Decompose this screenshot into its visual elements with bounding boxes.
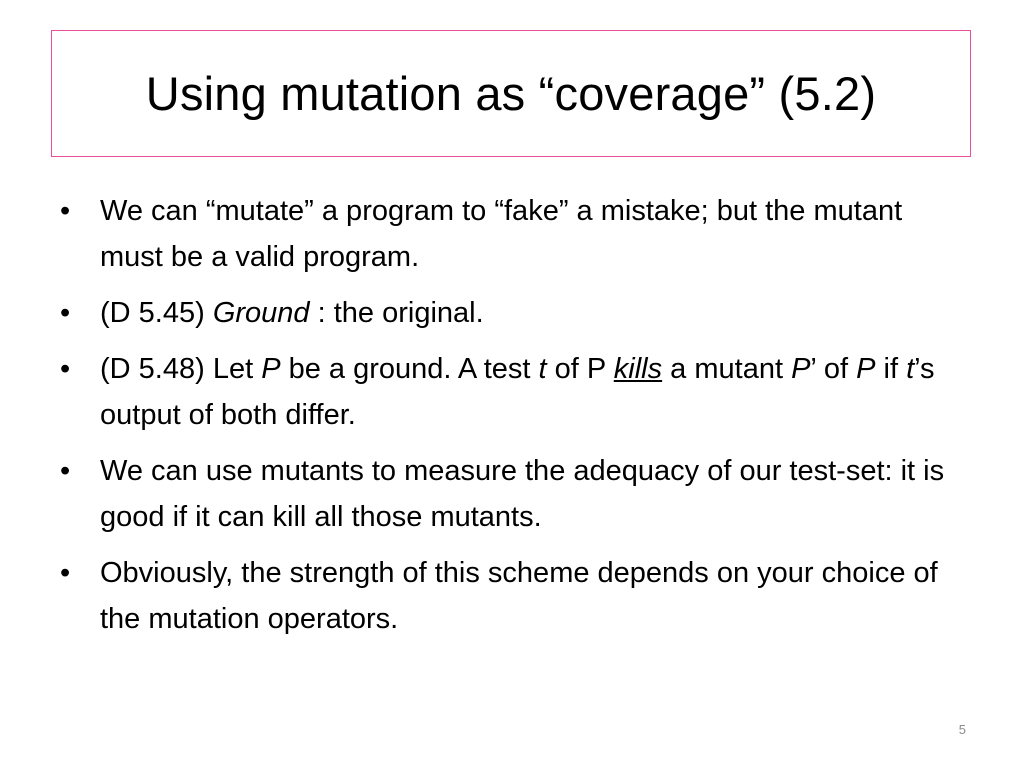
bullet-item (60, 550, 960, 642)
term-kills: kills (613, 353, 663, 385)
bullet-text-part: ’s output of both differ. (100, 353, 935, 431)
bullet-dot: • (60, 195, 71, 227)
title-box (51, 30, 971, 157)
page-number: 5 (958, 722, 966, 737)
bullet-text-part: ’ of (810, 353, 857, 385)
var-t: t (906, 353, 915, 385)
var-p: P (791, 353, 811, 385)
bullet-item (60, 448, 960, 540)
bullet-dot: • (60, 455, 71, 487)
bullet-text: We can use mutants to measure the adequacy of our test-set: it is good if it can kill all those mutants. (100, 455, 945, 533)
slide-title: Using mutation as “coverage” (5.2) (145, 67, 877, 120)
bullet-text-part: be a ground. A test (280, 353, 539, 385)
bullet-item (60, 290, 960, 336)
bullet-item (60, 346, 960, 438)
bullet-text-rest: : the original. (309, 297, 484, 329)
bullet-text-part: a mutant (662, 353, 792, 385)
bullet-dot: • (60, 353, 71, 385)
bullet-text-part: (D 5.48) Let (100, 353, 262, 385)
var-p: P (261, 353, 281, 385)
bullet-item (60, 188, 960, 280)
var-p: P (856, 353, 876, 385)
term-ground: Ground (212, 297, 310, 329)
bullet-dot: • (60, 297, 71, 329)
bullet-text: Obviously, the strength of this scheme depends on your choice of the mutation operators. (100, 557, 938, 635)
bullet-text: We can “mutate” a program to “fake” a mistake; but the mutant must be a valid program. (100, 195, 903, 273)
bullet-text-part: if (875, 353, 907, 385)
bullet-dot: • (60, 557, 71, 589)
bullet-text-prefix: (D 5.45) (100, 297, 213, 329)
bullet-text-part: of P (546, 353, 614, 385)
var-t: t (538, 353, 547, 385)
bullet-list (60, 188, 960, 652)
